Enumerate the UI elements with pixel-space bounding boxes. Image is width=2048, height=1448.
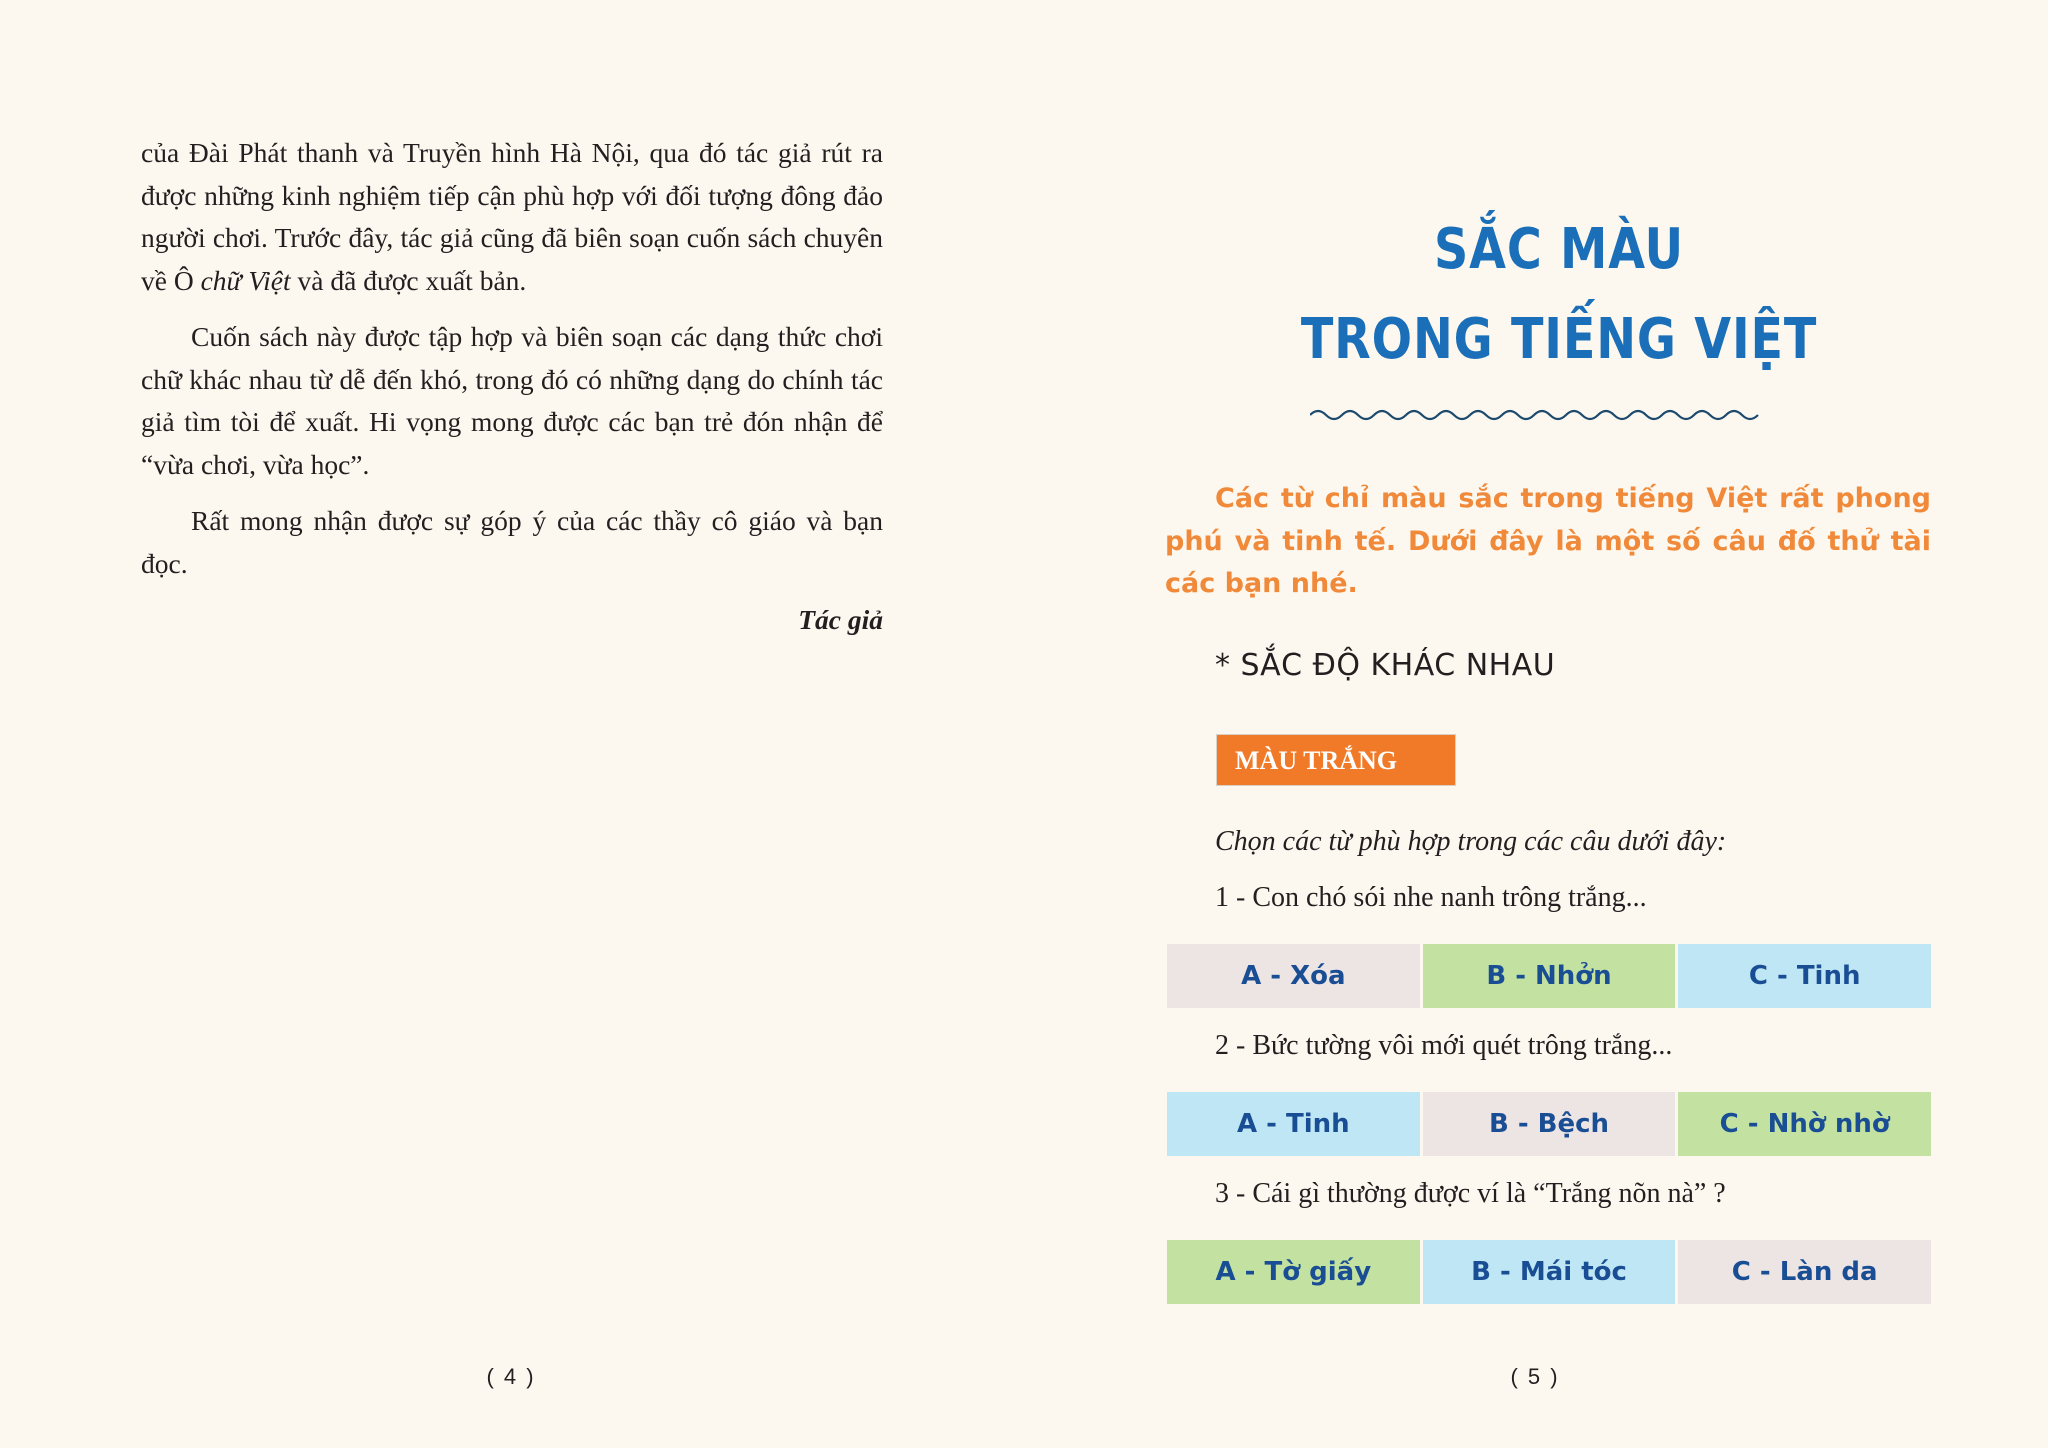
- intro-paragraph: Các từ chỉ màu sắc trong tiếng Việt rất phong phú và tinh tế. Dưới đây là một số câu đố thử tài các bạn nhé.: [1165, 483, 1931, 599]
- answer-option[interactable]: A - Xóa: [1167, 944, 1420, 1008]
- answer-option[interactable]: B - Nhởn: [1423, 944, 1676, 1008]
- answers-row-1: [1167, 944, 1931, 1008]
- book-title-italic: chữ Việt: [200, 264, 291, 296]
- page-number-left: ( 4 ): [486, 1364, 536, 1389]
- right-page: [1024, 0, 2048, 1448]
- page-number-right: ( 5 ): [1510, 1364, 1560, 1389]
- answers-row-3: [1167, 1240, 1931, 1304]
- question-1: 1 - Con chó sói nhe nanh trông trắng...: [1215, 882, 1647, 913]
- section-heading: * SẮC ĐỘ KHÁC NHAU: [1215, 648, 1556, 683]
- chapter-title: [1184, 206, 1934, 386]
- instruction-text: Chọn các từ phù hợp trong các câu dưới đây:: [1215, 826, 1727, 857]
- paragraph-3: Rất mong nhận được sự góp ý của các thầy cô giáo và bạn đọc.: [141, 505, 883, 579]
- title-line-1: SẮC MÀU: [1434, 217, 1684, 282]
- answer-option[interactable]: C - Làn da: [1678, 1240, 1931, 1304]
- answer-option[interactable]: C - Tinh: [1678, 944, 1931, 1008]
- left-page-body: [141, 132, 883, 642]
- wavy-divider: [1310, 403, 1760, 427]
- author-signature: Tác giả: [798, 604, 883, 635]
- paragraph-2: Cuốn sách này được tập hợp và biên soạn các dạng thức chơi chữ khác nhau từ dễ đến khó, trong đó có những dạng do chính tác giả tìm tòi để xuất. Hi vọng mong được các bạn trẻ đón nhận để “vừa chơi, vừa học”.: [141, 321, 883, 480]
- answers-row-2: [1167, 1092, 1931, 1156]
- answer-option[interactable]: B - Mái tóc: [1423, 1240, 1676, 1304]
- answer-option[interactable]: C - Nhờ nhờ: [1678, 1092, 1931, 1156]
- color-badge: MÀU TRẮNG: [1216, 734, 1456, 786]
- title-line-2: TRONG TIẾNG VIỆT: [1300, 307, 1818, 372]
- paragraph-1: của Đài Phát thanh và Truyền hình Hà Nội, qua đó tác giả rút ra được những kinh nghiệm tiếp cận phù hợp với đối tượng đông đảo người chơi. Trước đây, tác giả cũng đã biên soạn cuốn sách chuyên về Ô chữ Việt và đã được xuất bản.: [141, 137, 883, 296]
- answer-option[interactable]: B - Bệch: [1423, 1092, 1676, 1156]
- answer-option[interactable]: A - Tinh: [1167, 1092, 1420, 1156]
- question-3: 3 - Cái gì thường được ví là “Trắng nõn nà” ?: [1215, 1178, 1726, 1209]
- question-2: 2 - Bức tường vôi mới quét trông trắng...: [1215, 1030, 1673, 1061]
- answer-option[interactable]: A - Tờ giấy: [1167, 1240, 1420, 1304]
